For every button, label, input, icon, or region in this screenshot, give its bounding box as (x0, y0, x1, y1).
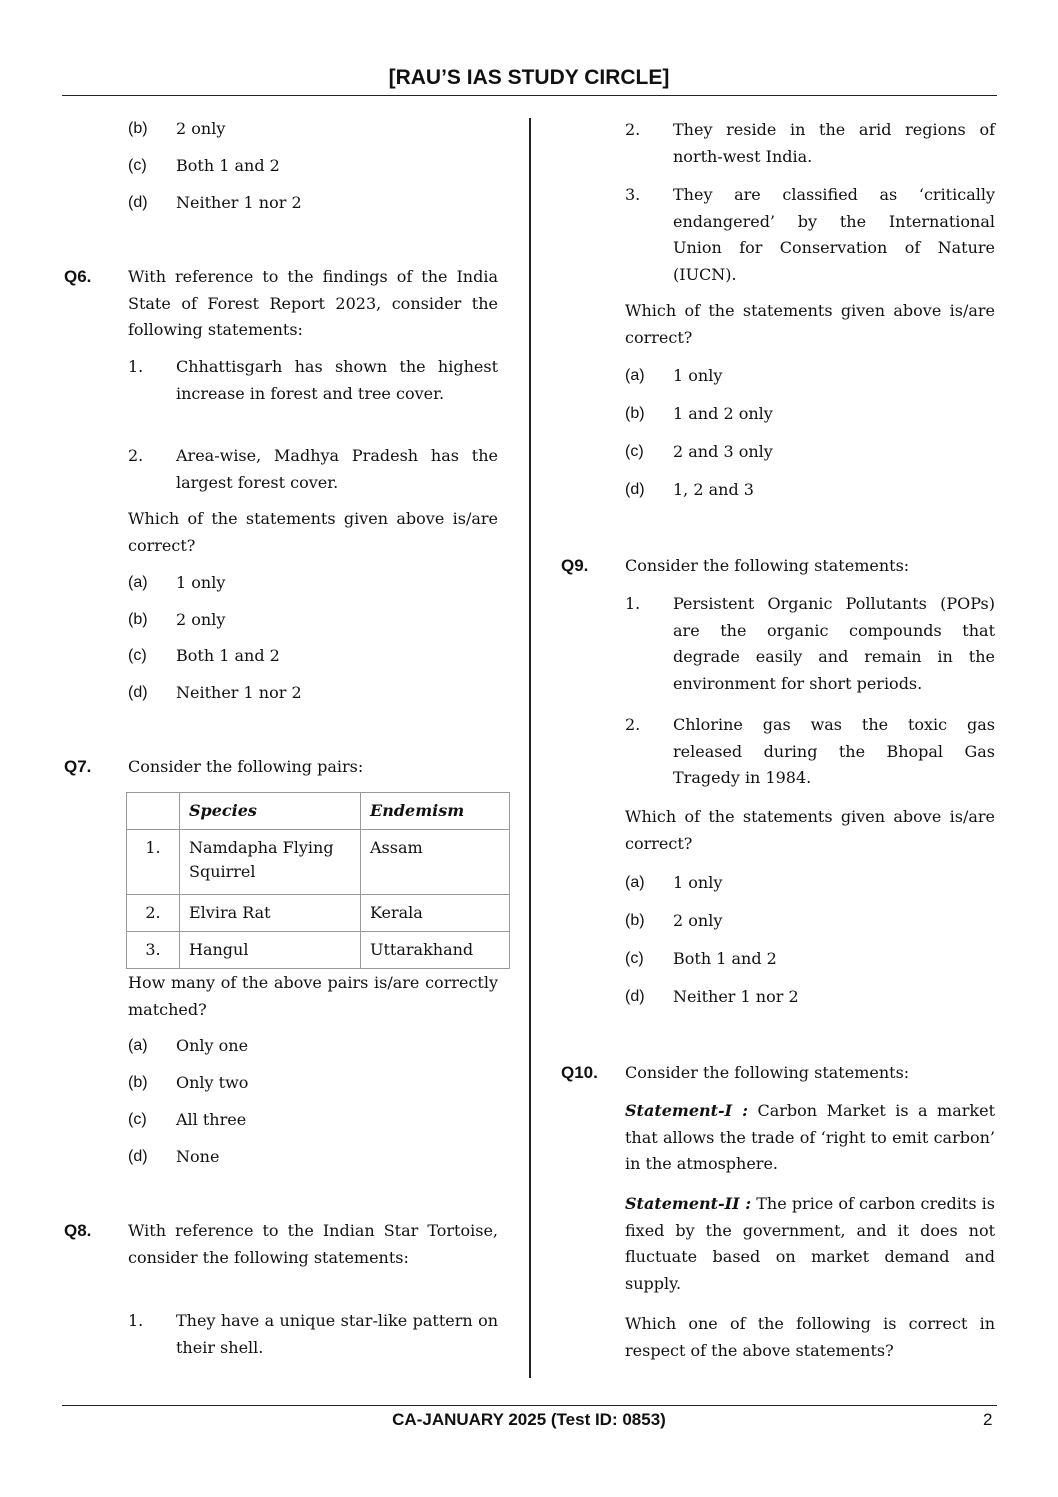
table-row (127, 895, 510, 932)
q7-label: Q7. (64, 757, 92, 776)
header-number (127, 793, 180, 830)
cell-number: 1. (127, 830, 180, 895)
q9-stem: Consider the following statements: (625, 556, 910, 575)
q8-label: Q8. (64, 1221, 92, 1240)
column-divider (529, 118, 531, 1378)
table-row (127, 932, 510, 969)
q8-stem: With reference to the Indian Star Tortoise, consider the following statements: (128, 1221, 498, 1267)
cell-endemism: Uttarakhand (361, 932, 510, 969)
page: [RAU’S IAS STUDY CIRCLE] (b) 2 only (c) Both 1 and 2 (d) Neither 1 nor 2 Q6. With reference to the findings of the India State of Forest Report 2023, consider the following statements: 1. Chhattisgarh has shown the highest increase in forest and tree cover. 2. Area-wise, Madhya Pradesh has the largest forest cover. Which of the statements given above is/are correct? (a) 1 only (b) 2 only (c) Both 1 and 2 (d) Neither 1 nor 2 Q7. Consider the following pairs: Species Endemism 1. Namdapha Flying Squirrel Assam 2. Elvira Rat Kerala 3. Hangul Uttarakhand How many of the above pairs is/are correctly matched? (a) Only one (b) Only two (c) All three (d) None Q8. With reference to the Indian Star Tortoise, consider the following statements: 1. They have a unique star-like pattern on their shell. 2. They reside in the arid regions of north-west India. 3. They are classified as ‘critically endangered’ by the International Union for Conservation of Nature (IUCN). Which of the statements given above is/are correct? (a) 1 only (b) 1 and 2 only (c) 2 and 3 only (d) 1, 2 and 3 Q9. Consider the following statements: 1. Persistent Organic Pollutants (POPs) are the organic compounds that degrade easily and remain in the environment for short periods. 2. Chlorine gas was the toxic gas released during the Bhopal Gas Tragedy in 1984. Which of the statements given above is/are correct? (a) 1 only (b) 2 only (c) Both 1 and 2 (d) Neither 1 nor 2 Q10. Consider the following statements: Statement-I : Carbon Market is a market that allows the trade of ‘right to emit carbon’ in the atmosphere. Statement-II : The price of carbon credits is fixed by the government, and it does not fluctuate based on market demand and supply. Which one of the following is correct in respect of the above statements? CA-JANUARY 2025 (Test ID: 0853) 2 (0, 0, 1058, 1497)
cell-number: 3. (127, 932, 180, 969)
cell-species: Namdapha Flying Squirrel (180, 830, 361, 895)
q9-label: Q9. (561, 556, 589, 575)
cell-endemism: Kerala (361, 895, 510, 932)
q10-stem: Consider the following statements: (625, 1063, 910, 1082)
statement-2-text: The price of carbon credits is fixed by the government, and it does not fluctuate based on market demand and supply. (625, 1194, 996, 1293)
cell-species: Hangul (180, 932, 361, 969)
footer-test-id: CA-JANUARY 2025 (Test ID: 0853) (392, 1410, 666, 1429)
statement-1-text: Carbon Market is a market that allows the trade of ‘right to emit carbon’ in the atmosphere. (625, 1101, 995, 1173)
q10-statement-1 (625, 1098, 995, 1178)
statement-2-label: Statement-II : (625, 1194, 752, 1213)
q8-ask: Which of the statements given above is/are correct? (625, 301, 995, 347)
q10-statement-2 (625, 1191, 995, 1297)
header-rule (62, 95, 997, 96)
cell-number: 2. (127, 895, 180, 932)
q10-ask: Which one of the following is correct in respect of the above statements? (625, 1314, 995, 1360)
statement-1-label: Statement-I : (625, 1101, 749, 1120)
pairs-table (126, 792, 510, 969)
header-endemism: Endemism (361, 793, 510, 830)
q6-ask: Which of the statements given above is/are correct? (128, 509, 498, 555)
cell-endemism: Assam (361, 830, 510, 895)
q7-ask: How many of the above pairs is/are correctly matched? (128, 973, 498, 1019)
table-row (127, 830, 510, 895)
page-number: 2 (983, 1410, 993, 1429)
q10-label: Q10. (561, 1063, 598, 1082)
header-species: Species (180, 793, 361, 830)
q9-ask: Which of the statements given above is/are correct? (625, 807, 995, 853)
q6-label: Q6. (64, 267, 92, 286)
q7-stem: Consider the following pairs: (128, 757, 364, 776)
footer-rule (62, 1405, 997, 1406)
q6-stem: With reference to the findings of the India State of Forest Report 2023, consider the following statements: (128, 267, 498, 339)
page-header: [RAU’S IAS STUDY CIRCLE] (388, 66, 670, 89)
cell-species: Elvira Rat (180, 895, 361, 932)
table-header-row (127, 793, 510, 830)
